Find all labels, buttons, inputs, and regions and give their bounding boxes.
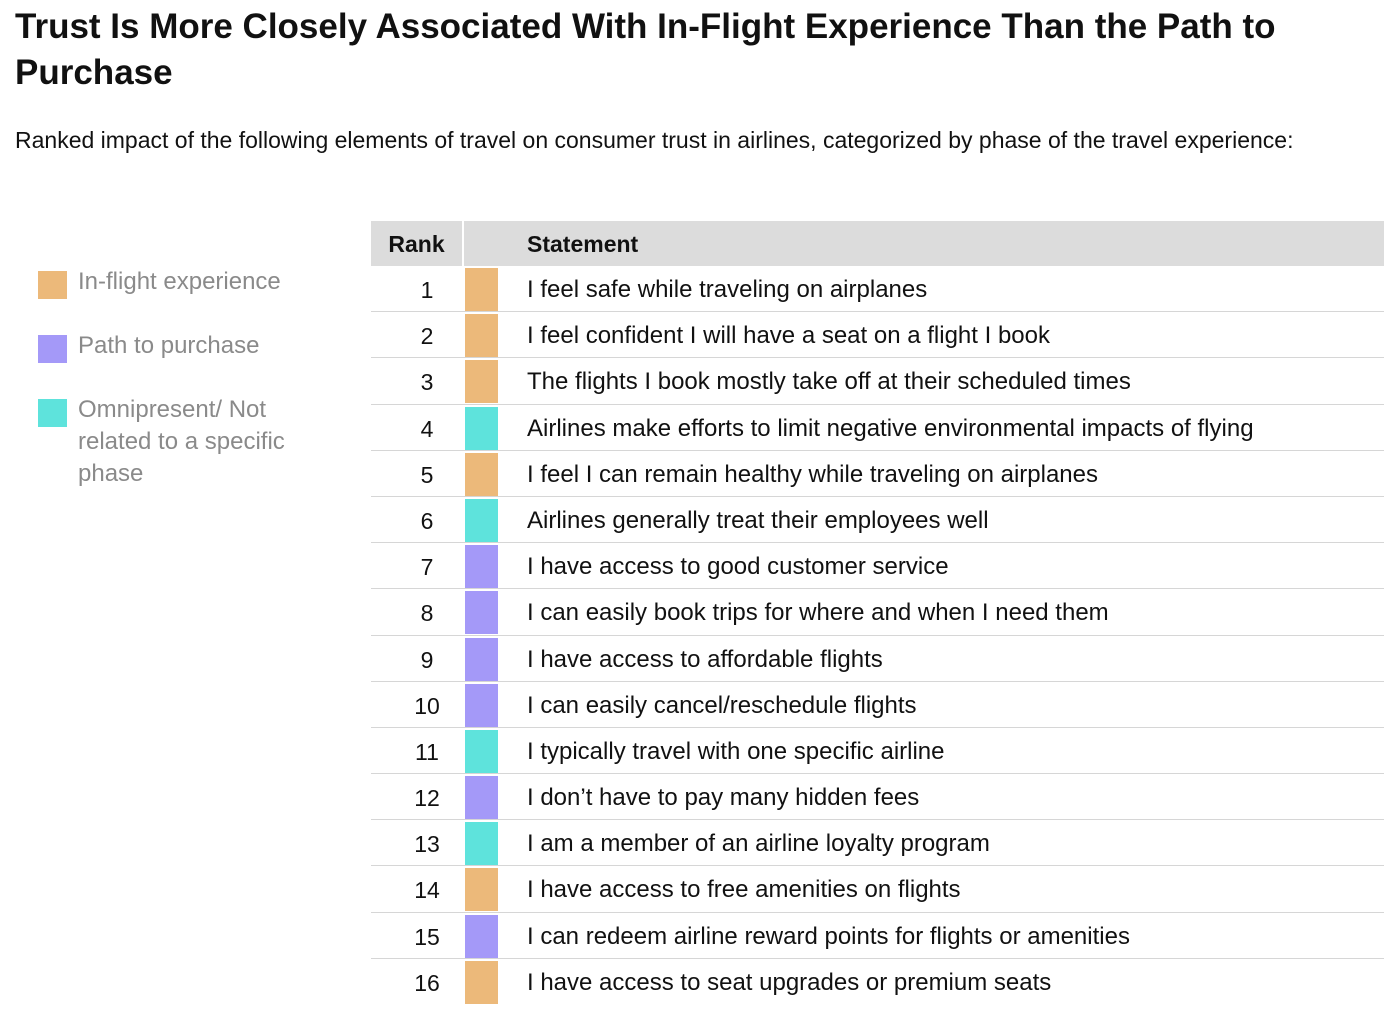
category-swatch bbox=[465, 407, 498, 450]
chart-title: Trust Is More Closely Associated With In-Flight Experience Than the Path to Purchase bbox=[15, 7, 1276, 92]
ranking-table bbox=[371, 221, 1384, 1005]
category-swatch bbox=[465, 684, 498, 727]
statement-cell: I feel confident I will have a seat on a flight I book bbox=[527, 322, 1050, 350]
rank-cell: 9 bbox=[420, 646, 434, 673]
legend-swatch-path bbox=[38, 335, 67, 363]
table-row bbox=[371, 636, 1384, 682]
category-swatch bbox=[465, 915, 498, 958]
statement-cell: I can easily book trips for where and when I need them bbox=[527, 599, 1109, 627]
statement-cell: I have access to free amenities on flights bbox=[527, 876, 961, 904]
statement-cell: I am a member of an airline loyalty program bbox=[527, 830, 990, 858]
rank-cell: 16 bbox=[414, 969, 440, 996]
table-row bbox=[371, 589, 1384, 635]
category-swatch bbox=[465, 730, 498, 773]
category-swatch bbox=[465, 638, 498, 681]
table-row bbox=[371, 959, 1384, 1005]
table-row bbox=[371, 312, 1384, 358]
rank-cell: 1 bbox=[420, 277, 434, 303]
rank-cell: 5 bbox=[420, 461, 434, 488]
header-rank: Rank bbox=[371, 221, 464, 266]
legend-item-path bbox=[38, 330, 338, 362]
header-statement: Statement bbox=[527, 231, 639, 257]
rank-cell: 3 bbox=[420, 369, 434, 396]
table-row bbox=[371, 451, 1384, 497]
category-swatch bbox=[465, 314, 498, 357]
statement-cell: I have access to good customer service bbox=[527, 553, 949, 581]
statement-cell: I don’t have to pay many hidden fees bbox=[527, 784, 920, 812]
legend-label-omni: Omnipresent/ Not related to a specific phase bbox=[78, 396, 285, 487]
rank-cell: 11 bbox=[415, 738, 439, 765]
statement-cell: I have access to affordable flights bbox=[527, 645, 883, 673]
rank-cell: 14 bbox=[414, 877, 440, 904]
chart-subtitle: Ranked impact of the following elements of travel on consumer trust in airlines, categorized by phase of the travel experience: bbox=[15, 127, 1294, 153]
table-row bbox=[371, 405, 1384, 451]
table-row bbox=[371, 682, 1384, 728]
legend-swatch-omni bbox=[38, 399, 67, 427]
statement-cell: The flights I book mostly take off at their scheduled times bbox=[527, 368, 1131, 396]
legend-label-in-flight: In-flight experience bbox=[78, 268, 281, 295]
rank-cell: 10 bbox=[414, 692, 440, 719]
category-swatch bbox=[465, 453, 498, 496]
table-row bbox=[371, 728, 1384, 774]
statement-cell: I have access to seat upgrades or premium seats bbox=[527, 968, 1052, 996]
statement-cell: I feel safe while traveling on airplanes bbox=[527, 276, 928, 303]
rank-cell: 15 bbox=[414, 923, 440, 950]
legend-swatch-in-flight bbox=[38, 271, 67, 299]
statement-cell: I typically travel with one specific airline bbox=[527, 737, 945, 765]
table-row bbox=[371, 543, 1384, 589]
category-swatch bbox=[465, 499, 498, 542]
table-row bbox=[371, 866, 1384, 912]
statement-cell: I feel I can remain healthy while traveling on airplanes bbox=[527, 460, 1098, 488]
legend-label-path: Path to purchase bbox=[78, 332, 260, 359]
table-body bbox=[371, 266, 1384, 1005]
rank-cell: 13 bbox=[414, 831, 440, 858]
category-swatch bbox=[465, 822, 498, 865]
table-row bbox=[371, 913, 1384, 959]
table-header bbox=[371, 221, 1384, 266]
table-row bbox=[371, 358, 1384, 404]
rank-cell: 6 bbox=[420, 507, 434, 534]
statement-cell: Airlines generally treat their employees well bbox=[527, 506, 989, 534]
rank-cell: 4 bbox=[420, 415, 434, 442]
category-swatch bbox=[465, 591, 498, 634]
statement-cell: I can easily cancel/reschedule flights bbox=[527, 691, 917, 719]
table-row bbox=[371, 266, 1384, 312]
statement-cell: I can redeem airline reward points for flights or amenities bbox=[527, 922, 1130, 950]
legend-item-omni bbox=[38, 394, 338, 490]
rank-cell: 2 bbox=[420, 323, 434, 350]
category-swatch bbox=[465, 776, 498, 819]
table-row bbox=[371, 497, 1384, 543]
table-row bbox=[371, 774, 1384, 820]
category-swatch bbox=[465, 268, 498, 311]
category-swatch bbox=[465, 868, 498, 911]
rank-cell: 7 bbox=[420, 554, 434, 581]
rank-cell: 12 bbox=[414, 785, 440, 812]
legend-item-in-flight bbox=[38, 266, 338, 298]
statement-cell: Airlines make efforts to limit negative environmental impacts of flying bbox=[527, 414, 1254, 442]
legend bbox=[38, 266, 338, 522]
table-row bbox=[371, 820, 1384, 866]
category-swatch bbox=[465, 961, 498, 1004]
rank-cell: 8 bbox=[420, 600, 434, 627]
category-swatch bbox=[465, 545, 498, 588]
category-swatch bbox=[465, 360, 498, 403]
